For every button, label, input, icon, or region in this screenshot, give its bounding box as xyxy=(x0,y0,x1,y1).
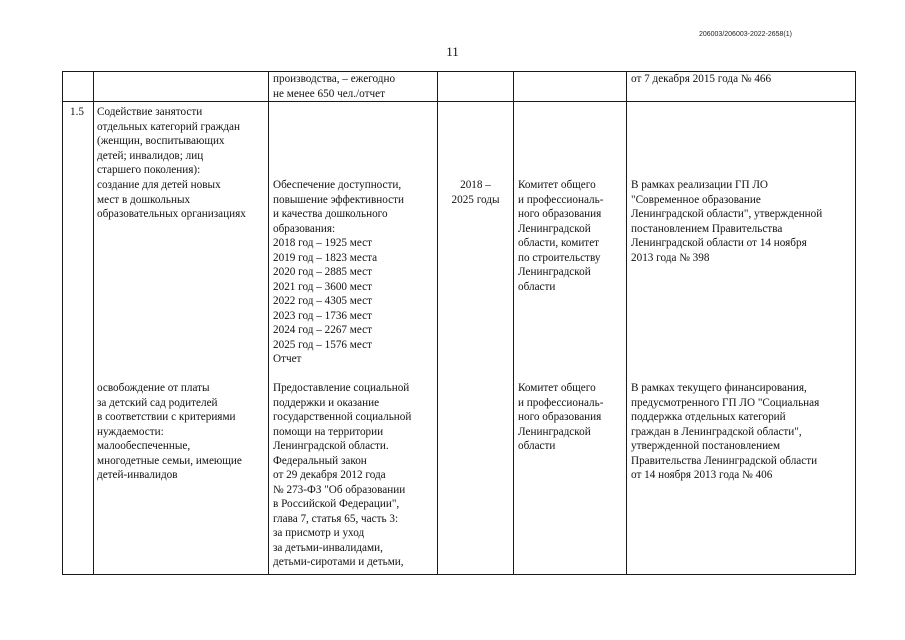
executor-new-places: Комитет общего и профессиональ- ного образования Ленинградской области, комитет по строительству Ленинградской области xyxy=(518,179,604,293)
period: 2018 – 2025 годы xyxy=(451,179,500,206)
column-border-5 xyxy=(626,71,627,574)
table-bottom-border xyxy=(62,574,856,575)
basis-new-places: В рамках реализации ГП ЛО "Современное образование Ленинградской области", утвержденной постановлением Правительства Ленинградской области от 14 ноября 2013 года № 398 xyxy=(631,179,823,264)
top-row-basis: от 7 декабря 2015 года № 466 xyxy=(631,73,772,85)
executor-fee-exemption: Комитет общего и профессиональ- ного образования Ленинградской области xyxy=(518,382,604,452)
column-border-3 xyxy=(437,71,438,574)
indicator-fee-exemption: Предоставление социальной поддержки и оказание государственной социальной помощи на территории Ленинградской области. Федеральный закон от 29 декабря 2012 года № 273-ФЗ "Об образовании в Российской Федерации", глава 7, статья 65, часть 3: за присмотр и уход за детьми-инвалидами, детьми-сиротами и детьми, xyxy=(273,382,412,568)
document-code: 206003/206003-2022-2658(1) xyxy=(698,31,792,38)
measure-fee-exemption: освобождение от платы за детский сад родителей в соответствии с критериями нуждаемости: малообеспеченные, многодетные семьи, имеющие детей-инвалидов xyxy=(97,382,242,481)
page-number: 11 xyxy=(446,44,459,59)
measure-new-places: создание для детей новых мест в дошкольных образовательных организациях xyxy=(97,179,246,220)
basis-fee-exemption: В рамках текущего финансирования, предусмотренного ГП ЛО "Социальная поддержка отдельных категорий граждан в Ленинградской области", утвержденной постановлением Правительства Ленинградской области от 14 ноября 2013 года № 406 xyxy=(631,382,820,481)
column-border-2 xyxy=(268,71,269,574)
indicator-new-places: Обеспечение доступности, повышение эффективности и качества дошкольного образования: 2018 год – 1925 мест 2019 год – 1823 места 2020 год – 2885 мест 2021 год – 3600 мест 2022 год – 4305 мест 2023 год – 1736 мест 2024 год – 2267 мест 2025 год – 1576 мест Отчет xyxy=(273,179,404,365)
column-border-4 xyxy=(513,71,514,574)
row-divider xyxy=(62,101,856,102)
top-row-indicator: производства, – ежегодно не менее 650 чел./отчет xyxy=(273,73,396,100)
row-number: 1.5 xyxy=(70,106,84,118)
column-border-1 xyxy=(93,71,94,574)
column-border-left xyxy=(62,71,63,574)
column-border-right xyxy=(855,71,856,574)
measure-heading: Содействие занятости отдельных категорий граждан (женщин, воспитывающих детей; инвалидов; лиц старшего поколения): xyxy=(97,106,241,176)
